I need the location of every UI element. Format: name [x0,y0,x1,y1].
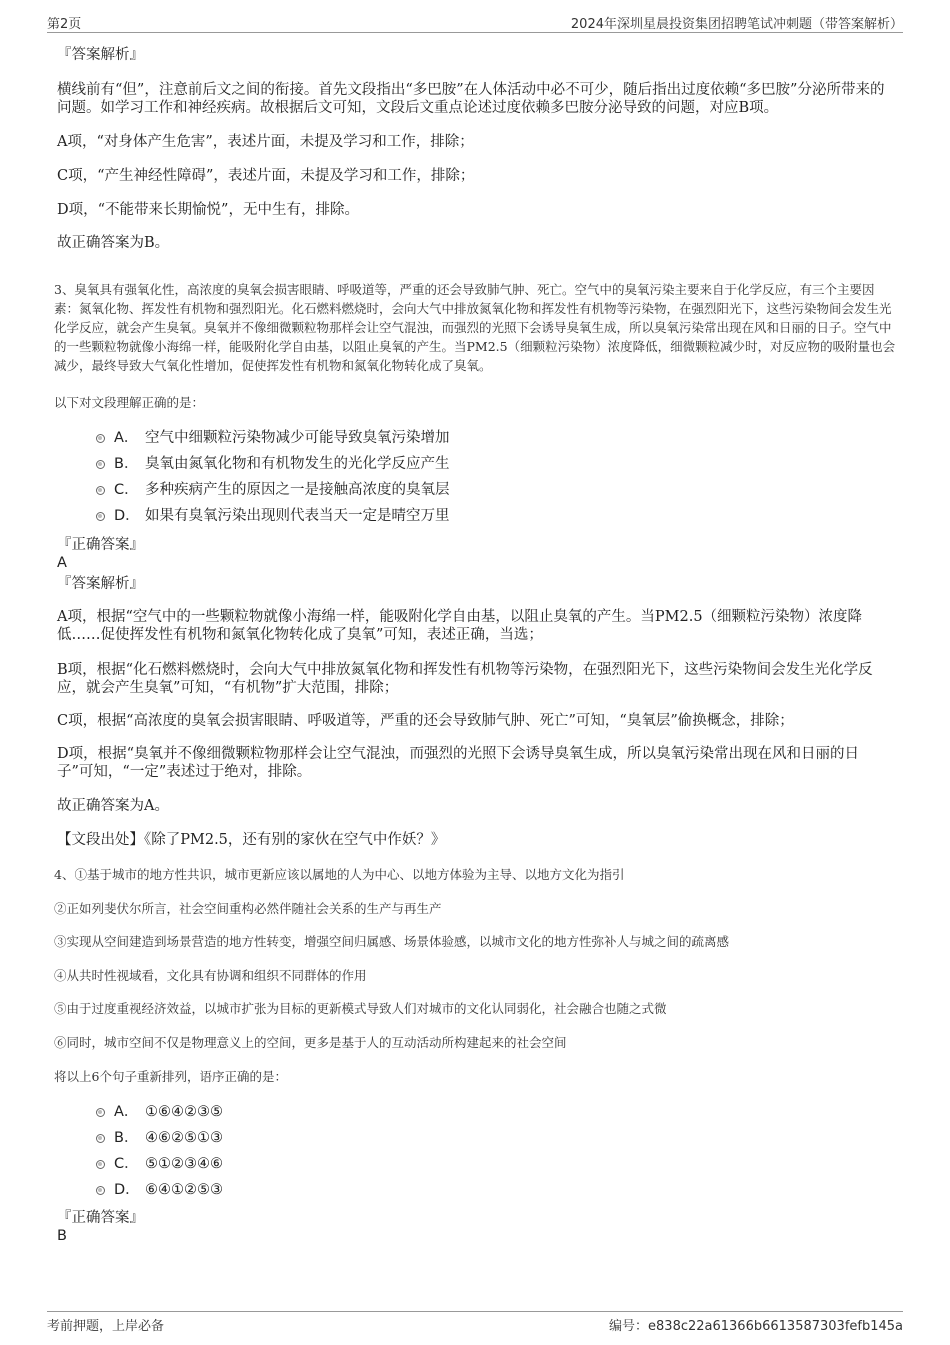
q4-sentence-6: ⑥同时，城市空间不仅是物理意义上的空间，更多是基于人的互动活动所构建起来的社会空间 [54,1035,567,1050]
q4-sentence-5: ⑤由于过度重视经济效益，以城市扩张为目标的更新模式导致人们对城市的文化认同弱化，社会融合也随之式微 [54,1001,667,1016]
radio-icon[interactable] [96,512,105,521]
q3-passage: 3、臭氧具有强氧化性，高浓度的臭氧会损害眼睛、呼吸道等，严重的还会导致肺气肿、死亡。空气中的臭氧污染主要来自于化学反应，有三个主要因素：氮氧化物、挥发性有机物和强烈阳光。化石燃料燃烧时，会向大气中排放氮氧化物和挥发性有机物等污染物，在强烈阳光下，这些污染物间会发生光化学反应，就会产生臭氧。臭氧并不像细微颗粒物那样会让空气混浊，而强烈的光照下会诱导臭氧生成，所以臭氧污染常出现在风和日丽的日子。空气中的一些颗粒物就像小海绵一样，能吸附化学自由基，以阻止臭氧的产生。当PM2.5（细颗粒污染物）浓度降低，细微颗粒减少时，对反应物的吸附量也会减少，最终导致大气氧化性增加，促使挥发性有机物和氮氧化物转化成了臭氧。 [54,282,896,373]
q3-analysis-label: 『答案解析』 [57,576,144,592]
analysis-label: 『答案解析』 [57,47,144,63]
q4-option-a[interactable]: A． ①⑥④②③⑤ [96,1102,223,1122]
q3-analysis-b: B项，根据“化石燃料燃烧时，会向大气中排放氮氧化物和挥发性有机物等污染物，在强烈阳光下，这些污染物间会发生光化学反应，就会产生臭氧”可知，“有机物”扩大范围，排除； [57,662,873,696]
radio-icon[interactable] [96,1186,105,1195]
code-value: e838c22a61366b6613587303fefb145a [648,1319,903,1334]
radio-icon[interactable] [96,434,105,443]
document-title: 2024年深圳星晨投资集团招聘笔试冲刺题（带答案解析） [570,17,903,32]
q2-analysis-a: A项，“对身体产生危害”，表述片面，未提及学习和工作，排除； [57,134,474,150]
q3-analysis-c: C项，根据“高浓度的臭氧会损害眼睛、呼吸道等，严重的还会导致肺气肿、死亡”可知，“臭氧层”偷换概念，排除； [57,713,794,729]
page-footer [47,1315,903,1335]
footer-slogan: 考前押题，上岸必备 [47,1319,165,1334]
option-text: 空气中细颗粒污染物减少可能导致臭氧污染增加 [145,430,450,446]
q3-option-c[interactable]: C． 多种疾病产生的原因之一是接触高浓度的臭氧层 [96,480,450,500]
q3-analysis-a: A项，根据“空气中的一些颗粒物就像小海绵一样，能吸附化学自由基，以阻止臭氧的产生。当PM2.5（细颗粒污染物）浓度降低……促使挥发性有机物和氮氧化物转化成了臭氧”可知，表述正确，当选； [57,609,863,643]
q3-conclusion: 故正确答案为A。 [57,798,169,814]
q4-sentence-3: ③实现从空间建造到场景营造的地方性转变，增强空间归属感、场景体验感，以城市文化的地方性弥补人与城之间的疏离感 [54,934,730,949]
q3-answer-label: 『正确答案』 [57,537,144,553]
q2-conclusion: 故正确答案为B。 [57,235,170,251]
q3-prompt: 以下对文段理解正确的是： [54,395,205,410]
q2-analysis-d: D项，“不能带来长期愉悦”，无中生有，排除。 [57,202,359,218]
q2-analysis-text: 横线前有“但”，注意前后文之间的衔接。首先文段指出“多巴胺”在人体活动中必不可少，随后指出过度依赖“多巴胺”分泌所带来的问题。如学习工作和神经疾病。故根据后文可知，文段后文重点论述过度依赖多巴胺分泌导致的问题，对应B项。 [57,82,885,116]
q4-option-d[interactable]: D． ⑥④①②⑤③ [96,1180,223,1200]
q3-analysis-d: D项，根据“臭氧并不像细微颗粒物那样会让空气混浊，而强烈的光照下会诱导臭氧生成，所以臭氧污染常出现在风和日丽的日子”可知，“一定”表述过于绝对，排除。 [57,746,860,780]
footer-divider [47,1311,903,1312]
radio-icon[interactable] [96,486,105,495]
option-text: 如果有臭氧污染出现则代表当天一定是晴空万里 [145,508,450,524]
document-code [609,1315,903,1334]
q3-source: 【文段出处】《除了PM2.5，还有别的家伙在空气中作妖？》 [57,832,446,848]
option-text: 多种疾病产生的原因之一是接触高浓度的臭氧层 [145,482,450,498]
page-number: 第2页 [47,17,82,32]
option-text: ⑤①②③④⑥ [145,1156,223,1172]
page-header [47,13,903,33]
q4-sentence-2: ②正如列斐伏尔所言，社会空间重构必然伴随社会关系的生产与再生产 [54,901,442,916]
code-label: 编号： [609,1319,649,1334]
q4-prompt: 将以上6个句子重新排列，语序正确的是： [54,1069,287,1084]
radio-icon[interactable] [96,1108,105,1117]
q3-answer: A [57,555,67,571]
q4-option-c[interactable]: C． ⑤①②③④⑥ [96,1154,223,1174]
option-text: ⑥④①②⑤③ [145,1182,223,1198]
radio-icon[interactable] [96,460,105,469]
option-text: 臭氧由氮氧化物和有机物发生的光化学反应产生 [145,456,450,472]
q2-analysis-c: C项，“产生神经性障碍”，表述片面，未提及学习和工作，排除； [57,168,475,184]
q4-answer-label: 『正确答案』 [57,1210,144,1226]
radio-icon[interactable] [96,1160,105,1169]
q4-sentence-1: 4、①基于城市的地方性共识，城市更新应该以属地的人为中心、以地方体验为主导、以地方文化为指引 [54,867,625,882]
header-divider [47,32,903,33]
option-text: ①⑥④②③⑤ [145,1104,223,1120]
q4-answer: B [57,1228,67,1244]
option-text: ④⑥②⑤①③ [145,1130,223,1146]
q4-option-b[interactable]: B． ④⑥②⑤①③ [96,1128,223,1148]
q4-sentence-4: ④从共时性视域看，文化具有协调和组织不同群体的作用 [54,968,367,983]
radio-icon[interactable] [96,1134,105,1143]
q3-option-b[interactable]: B． 臭氧由氮氧化物和有机物发生的光化学反应产生 [96,454,450,474]
q3-option-d[interactable]: D． 如果有臭氧污染出现则代表当天一定是晴空万里 [96,506,450,526]
q3-option-a[interactable]: A． 空气中细颗粒污染物减少可能导致臭氧污染增加 [96,428,450,448]
